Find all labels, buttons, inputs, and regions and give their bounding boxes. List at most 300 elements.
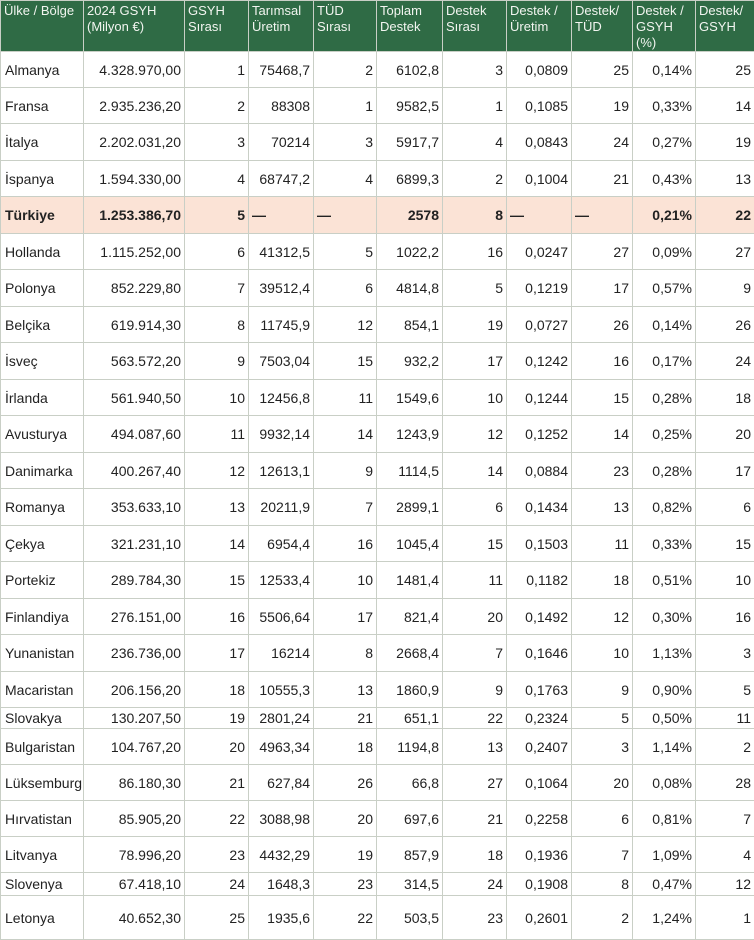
cell-agri-rank: 6 (314, 270, 377, 307)
cell-support-per-output: 0,1085 (507, 88, 572, 124)
cell-support-per-agri: 23 (572, 453, 633, 489)
cell-support-rank: 13 (443, 729, 507, 765)
cell-gdp: 104.767,20 (84, 729, 185, 765)
cell-agri-output: 4432,29 (249, 837, 314, 873)
cell-gdp: 67.418,10 (84, 873, 185, 896)
cell-gdp-rank: 17 (185, 635, 249, 672)
cell-support-rank: 4 (443, 124, 507, 161)
cell-support-per-agri: 15 (572, 380, 633, 416)
cell-total-support: 314,5 (377, 873, 443, 896)
header-support-gdp-rank (696, 1, 754, 52)
cell-agri-output: 9932,14 (249, 416, 314, 453)
cell-support-gdp-pct: 0,08% (633, 765, 696, 801)
header-support-gdp-pct (633, 1, 696, 52)
cell-agri-rank: 23 (314, 873, 377, 896)
table-row (1, 124, 754, 161)
cell-agri-output: 1935,6 (249, 896, 314, 940)
cell-support-per-output: 0,1492 (507, 599, 572, 635)
cell-gdp-rank: 14 (185, 526, 249, 562)
table-row (1, 801, 754, 837)
cell-agri-output: 2801,24 (249, 708, 314, 729)
cell-gdp: 1.253.386,70 (84, 197, 185, 234)
cell-agri-rank: 1 (314, 88, 377, 124)
cell-support-gdp-rank: 25 (696, 52, 754, 88)
cell-total-support: 1243,9 (377, 416, 443, 453)
table-row (1, 453, 754, 489)
cell-gdp: 563.572,20 (84, 343, 185, 380)
table-row (1, 380, 754, 416)
cell-total-support: 854,1 (377, 307, 443, 343)
cell-support-gdp-pct: 0,14% (633, 307, 696, 343)
cell-gdp: 289.784,30 (84, 562, 185, 599)
cell-agri-output: 4963,34 (249, 729, 314, 765)
header-row (1, 1, 754, 52)
cell-gdp: 1.594.330,00 (84, 161, 185, 197)
cell-support-rank: 22 (443, 708, 507, 729)
cell-support-gdp-pct: 0,57% (633, 270, 696, 307)
cell-support-gdp-rank: 14 (696, 88, 754, 124)
cell-gdp-rank: 24 (185, 873, 249, 896)
cell-total-support: 1481,4 (377, 562, 443, 599)
cell-agri-rank: 19 (314, 837, 377, 873)
cell-gdp: 85.905,20 (84, 801, 185, 837)
cell-gdp: 130.207,50 (84, 708, 185, 729)
cell-support-per-output: 0,1646 (507, 635, 572, 672)
cell-country: Polonya (1, 270, 84, 307)
cell-total-support: 503,5 (377, 896, 443, 940)
header-agri-output (249, 1, 314, 52)
cell-agri-rank: 13 (314, 672, 377, 708)
cell-gdp-rank: 19 (185, 708, 249, 729)
header-support-rank (443, 1, 507, 52)
cell-gdp-rank: 18 (185, 672, 249, 708)
cell-agri-output: 16214 (249, 635, 314, 672)
cell-support-gdp-pct: 0,90% (633, 672, 696, 708)
cell-country: İspanya (1, 161, 84, 197)
cell-support-gdp-rank: 24 (696, 343, 754, 380)
table-row (1, 708, 754, 729)
cell-support-per-output: 0,0247 (507, 234, 572, 270)
cell-support-per-output: 0,1219 (507, 270, 572, 307)
header-gdp-rank (185, 1, 249, 52)
cell-country: Avusturya (1, 416, 84, 453)
cell-total-support: 697,6 (377, 801, 443, 837)
cell-agri-rank: 5 (314, 234, 377, 270)
cell-support-gdp-pct: 0,33% (633, 526, 696, 562)
header-line: Üretim (252, 19, 290, 34)
cell-support-per-agri: 6 (572, 801, 633, 837)
cell-support-per-agri: 8 (572, 873, 633, 896)
cell-agri-rank: 12 (314, 307, 377, 343)
cell-support-per-agri: 26 (572, 307, 633, 343)
cell-gdp-rank: 2 (185, 88, 249, 124)
cell-country: İsveç (1, 343, 84, 380)
cell-support-per-agri: 19 (572, 88, 633, 124)
cell-support-gdp-rank: 1 (696, 896, 754, 940)
cell-support-rank: 10 (443, 380, 507, 416)
header-line: Destek/ (575, 3, 619, 18)
header-agri-rank (314, 1, 377, 52)
header-gdp (84, 1, 185, 52)
cell-gdp-rank: 11 (185, 416, 249, 453)
cell-gdp: 2.935.236,20 (84, 88, 185, 124)
cell-support-per-agri: 5 (572, 708, 633, 729)
cell-support-per-agri: 13 (572, 489, 633, 526)
cell-support-per-output: 0,0884 (507, 453, 572, 489)
cell-support-per-output: 0,1252 (507, 416, 572, 453)
cell-support-per-output: 0,1242 (507, 343, 572, 380)
cell-gdp-rank: 5 (185, 197, 249, 234)
cell-support-per-output: 0,0843 (507, 124, 572, 161)
header-support-per-agri (572, 1, 633, 52)
header-line: GSYH (699, 19, 736, 34)
cell-gdp: 321.231,10 (84, 526, 185, 562)
table-row (1, 52, 754, 88)
header-line: Destek / (510, 3, 558, 18)
table-row (1, 837, 754, 873)
cell-agri-rank: 7 (314, 489, 377, 526)
cell-support-rank: 9 (443, 672, 507, 708)
cell-gdp: 40.652,30 (84, 896, 185, 940)
cell-support-per-output: 0,1182 (507, 562, 572, 599)
cell-support-rank: 1 (443, 88, 507, 124)
cell-support-per-agri: 16 (572, 343, 633, 380)
cell-gdp-rank: 8 (185, 307, 249, 343)
cell-country: Yunanistan (1, 635, 84, 672)
cell-country: İtalya (1, 124, 84, 161)
table-row (1, 896, 754, 940)
cell-support-rank: 5 (443, 270, 507, 307)
cell-support-per-agri: 3 (572, 729, 633, 765)
cell-support-per-output: 0,0727 (507, 307, 572, 343)
cell-gdp-rank: 3 (185, 124, 249, 161)
cell-agri-rank: 21 (314, 708, 377, 729)
cell-support-gdp-pct: 0,27% (633, 124, 696, 161)
cell-gdp: 86.180,30 (84, 765, 185, 801)
cell-support-gdp-pct: 0,43% (633, 161, 696, 197)
cell-support-per-output: 0,2601 (507, 896, 572, 940)
cell-support-per-agri: 7 (572, 837, 633, 873)
cell-total-support: 1114,5 (377, 453, 443, 489)
table-row (1, 672, 754, 708)
cell-support-gdp-rank: 12 (696, 873, 754, 896)
cell-support-per-agri: 20 (572, 765, 633, 801)
cell-support-gdp-rank: 26 (696, 307, 754, 343)
cell-agri-rank: 9 (314, 453, 377, 489)
header-total-support (377, 1, 443, 52)
cell-country: Letonya (1, 896, 84, 940)
cell-gdp: 236.736,00 (84, 635, 185, 672)
cell-support-gdp-rank: 11 (696, 708, 754, 729)
cell-support-gdp-pct: 0,28% (633, 453, 696, 489)
cell-gdp: 276.151,00 (84, 599, 185, 635)
cell-support-gdp-rank: 5 (696, 672, 754, 708)
cell-total-support: 1022,2 (377, 234, 443, 270)
table-row (1, 270, 754, 307)
cell-support-gdp-rank: 2 (696, 729, 754, 765)
cell-support-rank: 16 (443, 234, 507, 270)
cell-country: Belçika (1, 307, 84, 343)
cell-gdp-rank: 13 (185, 489, 249, 526)
cell-total-support: 857,9 (377, 837, 443, 873)
cell-gdp-rank: 12 (185, 453, 249, 489)
cell-country: Fransa (1, 88, 84, 124)
cell-agri-rank: 4 (314, 161, 377, 197)
cell-gdp-rank: 20 (185, 729, 249, 765)
cell-support-per-output: 0,1908 (507, 873, 572, 896)
header-line: Destek (446, 3, 486, 18)
cell-support-per-output: 0,1004 (507, 161, 572, 197)
cell-gdp: 1.115.252,00 (84, 234, 185, 270)
header-line: Destek (380, 19, 420, 34)
cell-agri-output: 3088,98 (249, 801, 314, 837)
cell-support-per-agri: 17 (572, 270, 633, 307)
cell-total-support: 821,4 (377, 599, 443, 635)
cell-support-per-agri: 14 (572, 416, 633, 453)
header-line: 2024 GSYH (87, 3, 156, 18)
cell-agri-rank: 8 (314, 635, 377, 672)
header-line: Toplam (380, 3, 422, 18)
table-row (1, 307, 754, 343)
header-line: Üretim (510, 19, 548, 34)
cell-support-per-agri: 27 (572, 234, 633, 270)
cell-country: Çekya (1, 526, 84, 562)
cell-agri-rank: 14 (314, 416, 377, 453)
cell-total-support: 4814,8 (377, 270, 443, 307)
table-row (1, 161, 754, 197)
header-line: Ülke / Bölge (4, 3, 74, 18)
cell-support-gdp-rank: 16 (696, 599, 754, 635)
cell-gdp-rank: 7 (185, 270, 249, 307)
header-line: GSYH (188, 3, 225, 18)
cell-support-per-agri: 12 (572, 599, 633, 635)
cell-support-gdp-rank: 10 (696, 562, 754, 599)
table-row (1, 599, 754, 635)
cell-agri-rank: 26 (314, 765, 377, 801)
cell-country: Hollanda (1, 234, 84, 270)
cell-support-gdp-rank: 6 (696, 489, 754, 526)
cell-gdp-rank: 23 (185, 837, 249, 873)
cell-country: Bulgaristan (1, 729, 84, 765)
cell-country: Lüksemburg (1, 765, 84, 801)
cell-gdp-rank: 9 (185, 343, 249, 380)
cell-gdp: 2.202.031,20 (84, 124, 185, 161)
cell-total-support: 6899,3 (377, 161, 443, 197)
cell-support-per-agri: 21 (572, 161, 633, 197)
cell-agri-output: 10555,3 (249, 672, 314, 708)
table-row (1, 729, 754, 765)
cell-support-rank: 18 (443, 837, 507, 873)
header-line: Destek / (636, 3, 684, 18)
cell-support-gdp-pct: 0,14% (633, 52, 696, 88)
cell-agri-rank: 16 (314, 526, 377, 562)
header-line: Tarımsal (252, 3, 301, 18)
cell-total-support: 2668,4 (377, 635, 443, 672)
cell-support-rank: 12 (443, 416, 507, 453)
cell-gdp: 4.328.970,00 (84, 52, 185, 88)
cell-gdp: 561.940,50 (84, 380, 185, 416)
cell-total-support: 932,2 (377, 343, 443, 380)
cell-support-gdp-rank: 9 (696, 270, 754, 307)
cell-support-per-output: 0,2258 (507, 801, 572, 837)
cell-support-gdp-pct: 0,25% (633, 416, 696, 453)
cell-agri-output: 627,84 (249, 765, 314, 801)
cell-support-gdp-pct: 0,09% (633, 234, 696, 270)
cell-support-gdp-pct: 1,09% (633, 837, 696, 873)
cell-support-rank: 8 (443, 197, 507, 234)
table-body (1, 52, 754, 940)
cell-support-rank: 6 (443, 489, 507, 526)
cell-agri-output: 41312,5 (249, 234, 314, 270)
cell-total-support: 6102,8 (377, 52, 443, 88)
table-row (1, 489, 754, 526)
cell-support-gdp-rank: 15 (696, 526, 754, 562)
cell-support-rank: 2 (443, 161, 507, 197)
header-line: Sırası (188, 19, 222, 34)
cell-support-gdp-rank: 27 (696, 234, 754, 270)
header-country (1, 1, 84, 52)
cell-agri-rank: 10 (314, 562, 377, 599)
cell-support-gdp-pct: 0,81% (633, 801, 696, 837)
cell-support-rank: 17 (443, 343, 507, 380)
cell-country: Almanya (1, 52, 84, 88)
table-row (1, 526, 754, 562)
cell-country: Finlandiya (1, 599, 84, 635)
cell-support-gdp-pct: 1,13% (633, 635, 696, 672)
cell-support-gdp-pct: 1,14% (633, 729, 696, 765)
cell-country: Türkiye (1, 197, 84, 234)
cell-total-support: 1549,6 (377, 380, 443, 416)
cell-support-per-output: — (507, 197, 572, 234)
header-support-per-output (507, 1, 572, 52)
table-row (1, 765, 754, 801)
cell-support-per-agri: 11 (572, 526, 633, 562)
cell-support-per-agri: 25 (572, 52, 633, 88)
cell-support-per-agri: 18 (572, 562, 633, 599)
cell-gdp-rank: 21 (185, 765, 249, 801)
cell-support-gdp-pct: 0,21% (633, 197, 696, 234)
cell-support-per-output: 0,1763 (507, 672, 572, 708)
cell-gdp-rank: 15 (185, 562, 249, 599)
table-header (1, 1, 754, 52)
cell-support-gdp-rank: 20 (696, 416, 754, 453)
cell-support-gdp-rank: 18 (696, 380, 754, 416)
cell-support-gdp-rank: 22 (696, 197, 754, 234)
cell-gdp-rank: 1 (185, 52, 249, 88)
table-row (1, 197, 754, 234)
table-row (1, 343, 754, 380)
cell-agri-output: 11745,9 (249, 307, 314, 343)
cell-total-support: 9582,5 (377, 88, 443, 124)
cell-agri-rank: 11 (314, 380, 377, 416)
cell-total-support: 2578 (377, 197, 443, 234)
cell-agri-output: 12456,8 (249, 380, 314, 416)
cell-country: Slovenya (1, 873, 84, 896)
cell-support-gdp-pct: 0,30% (633, 599, 696, 635)
cell-support-gdp-pct: 0,51% (633, 562, 696, 599)
table-row (1, 88, 754, 124)
cell-total-support: 651,1 (377, 708, 443, 729)
cell-agri-rank: 3 (314, 124, 377, 161)
cell-agri-output: 20211,9 (249, 489, 314, 526)
cell-agri-output: 7503,04 (249, 343, 314, 380)
cell-support-rank: 11 (443, 562, 507, 599)
cell-support-gdp-pct: 1,24% (633, 896, 696, 940)
table-row (1, 416, 754, 453)
cell-country: Slovakya (1, 708, 84, 729)
cell-country: Litvanya (1, 837, 84, 873)
cell-support-per-output: 0,0809 (507, 52, 572, 88)
header-line: TÜD (317, 3, 344, 18)
cell-gdp-rank: 22 (185, 801, 249, 837)
cell-country: Hırvatistan (1, 801, 84, 837)
cell-agri-output: 39512,4 (249, 270, 314, 307)
cell-support-gdp-pct: 0,82% (633, 489, 696, 526)
header-line: Sırası (317, 19, 351, 34)
cell-support-gdp-rank: 13 (696, 161, 754, 197)
cell-country: İrlanda (1, 380, 84, 416)
cell-support-per-output: 0,1064 (507, 765, 572, 801)
cell-support-gdp-rank: 7 (696, 801, 754, 837)
cell-support-gdp-pct: 0,47% (633, 873, 696, 896)
cell-support-rank: 27 (443, 765, 507, 801)
cell-agri-output: 12533,4 (249, 562, 314, 599)
cell-total-support: 5917,7 (377, 124, 443, 161)
table-row (1, 234, 754, 270)
cell-support-gdp-pct: 0,17% (633, 343, 696, 380)
cell-gdp-rank: 16 (185, 599, 249, 635)
cell-agri-output: 88308 (249, 88, 314, 124)
cell-country: Danimarka (1, 453, 84, 489)
cell-gdp-rank: 10 (185, 380, 249, 416)
cell-support-rank: 15 (443, 526, 507, 562)
cell-support-gdp-rank: 17 (696, 453, 754, 489)
cell-agri-output: 68747,2 (249, 161, 314, 197)
header-line: Destek/ (699, 3, 743, 18)
cell-support-per-output: 0,2407 (507, 729, 572, 765)
cell-support-rank: 20 (443, 599, 507, 635)
cell-total-support: 1045,4 (377, 526, 443, 562)
cell-agri-rank: 15 (314, 343, 377, 380)
cell-agri-output: 6954,4 (249, 526, 314, 562)
cell-agri-rank: 22 (314, 896, 377, 940)
cell-support-rank: 21 (443, 801, 507, 837)
cell-support-per-output: 0,1503 (507, 526, 572, 562)
cell-support-gdp-rank: 3 (696, 635, 754, 672)
cell-support-gdp-pct: 0,50% (633, 708, 696, 729)
cell-gdp: 619.914,30 (84, 307, 185, 343)
cell-total-support: 1860,9 (377, 672, 443, 708)
header-line: TÜD (575, 19, 602, 34)
cell-support-per-output: 0,1244 (507, 380, 572, 416)
cell-support-rank: 7 (443, 635, 507, 672)
header-line: (Milyon €) (87, 19, 144, 34)
table-row (1, 562, 754, 599)
cell-support-rank: 19 (443, 307, 507, 343)
cell-total-support: 66,8 (377, 765, 443, 801)
cell-gdp: 206.156,20 (84, 672, 185, 708)
cell-support-per-agri: 9 (572, 672, 633, 708)
cell-support-per-agri: 10 (572, 635, 633, 672)
cell-agri-output: 75468,7 (249, 52, 314, 88)
cell-gdp-rank: 4 (185, 161, 249, 197)
cell-gdp: 353.633,10 (84, 489, 185, 526)
cell-support-gdp-rank: 4 (696, 837, 754, 873)
cell-support-per-output: 0,2324 (507, 708, 572, 729)
cell-support-rank: 24 (443, 873, 507, 896)
cell-agri-rank: 18 (314, 729, 377, 765)
cell-support-per-agri: 24 (572, 124, 633, 161)
